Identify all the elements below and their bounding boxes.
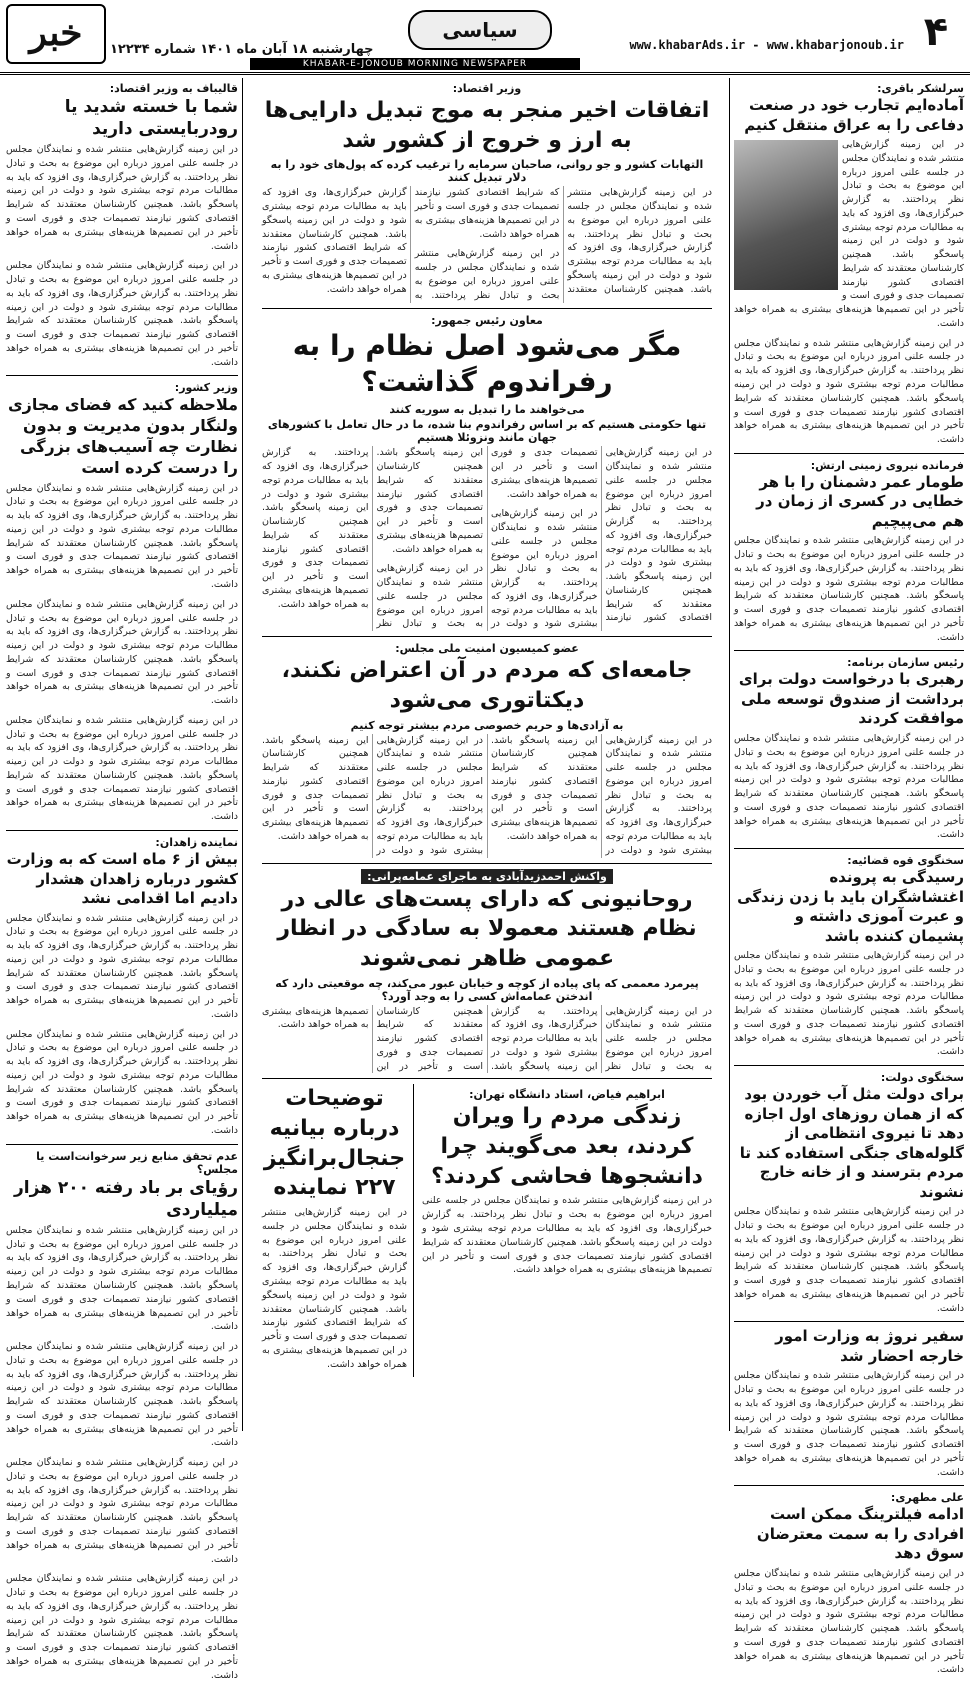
headline: جامعه‌ای که مردم در آن اعتراض نکنند، دیکتاتوری می‌شود [281, 658, 693, 713]
headline: مگر می‌شود اصل نظام را به رفراندوم گذاشت؟ [292, 328, 682, 398]
article-body: در این زمینه گزارش‌هایی منتشر شده و نمایندگان مجلس در جلسه علنی امروز درباره این موضوع به بحث و تبادل نظر پرداختند. به گزارش خبرگزاری‌ها، وی افزود که باید به مطالبات مردم توجه بیشتری شود و دولت در این زمینه پاسخگو باشد. همچنین کارشناسان معتقدند که شرایط اقتصادی کشور نیازمند تصمیمات جدی و فوری است و تأخیر در این تصمیم‌ها هزینه‌های بیشتری به همراه خواهد داشت. [6, 714, 238, 823]
article-body: در این زمینه گزارش‌هایی منتشر شده و نمایندگان مجلس در جلسه علنی امروز درباره این موضوع به بحث و تبادل نظر پرداختند. به گزارش خبرگزاری‌ها، وی افزود که باید به مطالبات مردم توجه بیشتری شود و دولت در این زمینه پاسخگو باشد. همچنین کارشناسان معتقدند که شرایط اقتصادی کشور نیازمند تصمیمات جدی و فوری است و تأخیر در این تصمیم‌ها هزینه‌های بیشتری به همراه خواهد داشت. [734, 1206, 964, 1314]
left-column [6, 78, 243, 1681]
article-body: در این زمینه گزارش‌هایی منتشر شده و نمایندگان مجلس در جلسه علنی امروز درباره این موضوع به بحث و تبادل نظر پرداختند. به گزارش خبرگزاری‌ها، وی افزود که باید به مطالبات مردم توجه بیشتری شود و دولت در این زمینه پاسخگو باشد. همچنین کارشناسان معتقدند که شرایط اقتصادی کشور نیازمند تصمیمات جدی و فوری است و تأخیر در این تصمیم‌ها هزینه‌های بیشتری به همراه خواهد داشت. [734, 1370, 964, 1478]
kicker: وزیر اقتصاد: [452, 82, 522, 95]
banner: KHABAR-E-JONOUB MORNING NEWSPAPER [250, 58, 580, 70]
article-body: در این زمینه گزارش‌هایی منتشر شده و نمایندگان مجلس در جلسه علنی امروز درباره این موضوع به بحث و تبادل نظر پرداختند. به گزارش خبرگزاری‌ها، وی افزود که باید به مطالبات مردم توجه بیشتری شود و دولت در این زمینه پاسخگو باشد. همچنین کارشناسان معتقدند که شرایط اقتصادی کشور نیازمند تصمیمات جدی و فوری است و تأخیر در این تصمیم‌ها هزینه‌های بیشتری به همراه خواهد داشت. [734, 950, 964, 1058]
kicker: علی مطهری: [890, 1491, 964, 1505]
kicker: واکنش احمدزیدآبادی به ماجرای عمامه‌پرانی: [361, 869, 613, 884]
right-column [729, 78, 964, 1676]
kicker: سخنگوی قوه قضائیه: [847, 854, 964, 868]
article-body: در این زمینه گزارش‌هایی منتشر شده و نمایندگان مجلس در جلسه علنی امروز درباره این موضوع به بحث و تبادل نظر پرداختند. به گزارش خبرگزاری‌ها، وی افزود که باید به مطالبات مردم توجه بیشتری شود و دولت در این زمینه پاسخگو باشد. همچنین کارشناسان معتقدند که شرایط اقتصادی کشور نیازمند تصمیمات جدی و فوری است و تأخیر در این تصمیم‌ها هزینه‌های بیشتری به همراه خواهد داشت. [734, 535, 964, 643]
headline: برای دولت مثل آب خوردن بود که از همان روزهای اول اجازه دهد تا نیروی انتظامی از گلوله‌های جنگی استفاده کند تا مردم بترسند و از خانه خارج نشوند [739, 1085, 964, 1201]
article-body: در این زمینه گزارش‌هایی منتشر شده و نمایندگان مجلس در جلسه علنی امروز درباره این موضوع به بحث و تبادل نظر پرداختند. به گزارش خبرگزاری‌ها، وی افزود که باید به مطالبات مردم توجه بیشتری شود و دولت در این زمینه پاسخگو باشد. همچنین کارشناسان معتقدند که شرایط اقتصادی کشور نیازمند تصمیمات جدی و فوری است و تأخیر در این تصمیم‌ها هزینه‌های بیشتری به همراه خواهد داشت. [262, 187, 560, 301]
article-columns [262, 186, 712, 302]
article-body: در این زمینه گزارش‌هایی منتشر شده و نمایندگان مجلس در جلسه علنی امروز درباره این موضوع به بحث و تبادل نظر پرداختند. به گزارش خبرگزاری‌ها، وی افزود که باید به مطالبات مردم توجه بیشتری شود و دولت در این زمینه پاسخگو باشد. همچنین کارشناسان معتقدند که شرایط اقتصادی کشور نیازمند تصمیمات جدی و فوری است و تأخیر در این تصمیم‌ها هزینه‌های بیشتری به همراه خواهد داشت. [6, 482, 238, 590]
article-body: در این زمینه گزارش‌هایی منتشر شده و نمایندگان مجلس در جلسه علنی امروز درباره این موضوع به بحث و تبادل نظر پرداختند. به گزارش خبرگزاری‌ها، وی افزود که باید به مطالبات مردم توجه بیشتری شود و دولت در این زمینه پاسخگو باشد. همچنین کارشناسان معتقدند که شرایط اقتصادی کشور نیازمند تصمیمات جدی و فوری است و تأخیر در این تصمیم‌ها هزینه‌های بیشتری به همراه خواهد داشت. [376, 447, 598, 630]
article-body: در این زمینه گزارش‌هایی منتشر شده و نمایندگان مجلس در جلسه علنی امروز درباره این موضوع به بحث و تبادل نظر پرداختند. به گزارش خبرگزاری‌ها، وی افزود که باید به مطالبات مردم توجه بیشتری شود و دولت در این زمینه پاسخگو باشد. همچنین کارشناسان معتقدند که شرایط اقتصادی کشور نیازمند تصمیمات جدی و فوری است و تأخیر در این تصمیم‌ها هزینه‌های بیشتری به همراه خواهد داشت. [6, 1573, 238, 1681]
kicker: قالیباف به وزیر اقتصاد: [109, 82, 238, 95]
article-body: در این زمینه گزارش‌هایی منتشر شده و نمایندگان مجلس در جلسه علنی امروز درباره این موضوع به بحث و تبادل نظر پرداختند. به گزارش خبرگزاری‌ها، وی افزود که باید به مطالبات مردم توجه بیشتری شود و دولت در این زمینه پاسخگو باشد. همچنین کارشناسان معتقدند که شرایط اقتصادی کشور نیازمند تصمیمات جدی و فوری است و تأخیر در این تصمیم‌ها هزینه‌های بیشتری به همراه خواهد داشت. [491, 447, 712, 624]
dateline: چهارشنبه ۱۸ آبان ماه ۱۴۰۱ شماره ۱۲۲۳۴ [110, 42, 374, 57]
kicker: عدم تحقق منابع زیر سرخوانت‌است یا مجلس؟ [36, 1149, 238, 1176]
headline: ملاحظه کنید که فضای مجازی ولنگار بدون مدیریت و بدون نظارت چه آسیب‌های بزرگی را درست کرده است [7, 395, 238, 477]
subheadline: تنها حکومتی هستیم که بر اساس رفراندوم بنا شده، ما در حال تعامل با کشورهای جهان مانند ونزوئلا هستیم [267, 418, 707, 445]
article-body: در این زمینه گزارش‌هایی منتشر شده و نمایندگان مجلس در جلسه علنی امروز درباره این موضوع به بحث و تبادل نظر پرداختند. به گزارش خبرگزاری‌ها، وی افزود که باید به مطالبات مردم توجه بیشتری شود و دولت در این زمینه پاسخگو باشد. همچنین کارشناسان معتقدند که شرایط اقتصادی کشور نیازمند تصمیمات جدی و فوری است و تأخیر در این تصمیم‌ها هزینه‌های بیشتری به همراه خواهد داشت. [491, 734, 712, 856]
headline: طومار عمر دشمنان را با هر خطایی در کسری از زمان در هم می‌پیچیم [756, 472, 964, 530]
headline: سفیر نروژ به وزارت امور خارجه احضار شد [775, 1327, 964, 1365]
headline: شما با خسته شدید یا رودربایستی دارید [64, 97, 238, 140]
article-body: در این زمینه گزارش‌هایی منتشر شده و نمایندگان مجلس در جلسه علنی امروز درباره این موضوع به بحث و تبادل نظر پرداختند. به گزارش خبرگزاری‌ها، وی افزود که باید به مطالبات مردم توجه بیشتری شود و دولت در این زمینه پاسخگو باشد. همچنین کارشناسان معتقدند که شرایط اقتصادی کشور نیازمند تصمیمات جدی و فوری است و تأخیر در این تصمیم‌ها هزینه‌های بیشتری به همراه خواهد داشت. [734, 337, 964, 446]
newspaper-logo: خبر [6, 4, 106, 64]
headline: ادامه فیلترینگ ممکن است افرادی را به سمت معترضان سوق دهد [756, 1505, 964, 1563]
article-columns [262, 734, 712, 858]
kicker: معاون رئیس جمهور: [431, 313, 543, 327]
article-body: در این زمینه گزارش‌هایی منتشر شده و نمایندگان مجلس در جلسه علنی امروز درباره این موضوع به بحث و تبادل نظر پرداختند. به گزارش خبرگزاری‌ها، وی افزود که باید به مطالبات مردم توجه بیشتری شود و دولت در این زمینه پاسخگو باشد. همچنین کارشناسان معتقدند که شرایط اقتصادی کشور نیازمند تصمیمات جدی و فوری است و تأخیر در این تصمیم‌ها هزینه‌های بیشتری به همراه خواهد داشت. [6, 260, 238, 368]
portrait-photo [734, 140, 838, 290]
subheadline: التهابات کشور و جو روانی، صاحبان سرمایه را ترغیب کرده که پول‌های خود را به دلار تبدیل کنند [270, 158, 704, 185]
article-body: در این زمینه گزارش‌هایی منتشر شده و نمایندگان مجلس در جلسه علنی امروز درباره این موضوع به بحث و تبادل نظر پرداختند. به گزارش خبرگزاری‌ها، وی افزود که باید به مطالبات مردم توجه بیشتری شود و دولت در این زمینه پاسخگو باشد. همچنین کارشناسان معتقدند که شرایط اقتصادی کشور نیازمند تصمیمات جدی و فوری است و تأخیر در این تصمیم‌ها هزینه‌های بیشتری به همراه خواهد داشت. [734, 732, 964, 841]
page-number: ۴ [923, 9, 949, 55]
article-body: در این زمینه گزارش‌هایی منتشر شده و نمایندگان مجلس در جلسه علنی امروز درباره این موضوع به بحث و تبادل نظر پرداختند. به گزارش خبرگزاری‌ها، وی افزود که باید به مطالبات مردم توجه بیشتری شود و دولت در این زمینه پاسخگو باشد. همچنین کارشناسان معتقدند که شرایط اقتصادی کشور نیازمند تصمیمات جدی و فوری است و تأخیر در این تصمیم‌ها هزینه‌های بیشتری به همراه خواهد داشت. [734, 139, 964, 329]
headline: توضیحات درباره بیانیه جنجال‌برانگیز ۲۲۷ نماینده [263, 1086, 406, 1201]
kicker: وزیر کشور: [174, 381, 238, 395]
kicker: نماینده زاهدان: [155, 836, 238, 849]
headline: اتفاقات اخیر منجر به موج تبدیل دارایی‌ها به ارز و خروج از کشور شد [264, 98, 710, 153]
headline: روحانیونی که دارای پست‌های عالی در نظام هستند معمولا به سادگی در انظار عمومی ظاهر نمی‌شوند [277, 886, 697, 971]
article-columns [262, 1005, 712, 1074]
headline: آماده‌ایم تجارب خود در صنعت دفاعی را به عراق منتقل کنیم [744, 96, 964, 134]
masthead [0, 0, 970, 75]
kicker: ابراهیم فیاض، استاد دانشگاه تهران: [469, 1088, 665, 1102]
article-body: در این زمینه گزارش‌هایی منتشر شده و نمایندگان مجلس در جلسه علنی امروز درباره این موضوع به بحث و تبادل نظر پرداختند. به گزارش خبرگزاری‌ها، وی افزود که باید به مطالبات مردم توجه بیشتری شود و دولت در این زمینه پاسخگو باشد. همچنین کارشناسان معتقدند که شرایط اقتصادی کشور نیازمند تصمیمات جدی و فوری است و تأخیر در این تصمیم‌ها هزینه‌های بیشتری به همراه خواهد داشت. [6, 1341, 238, 1449]
article-body: در این زمینه گزارش‌هایی منتشر شده و نمایندگان مجلس در جلسه علنی امروز درباره این موضوع به بحث و تبادل نظر پرداختند. به گزارش خبرگزاری‌ها، وی افزود که باید به مطالبات مردم توجه بیشتری شود و دولت در این زمینه پاسخگو باشد. همچنین کارشناسان معتقدند که شرایط اقتصادی کشور نیازمند تصمیمات جدی و فوری است و تأخیر در این تصمیم‌ها هزینه‌های بیشتری به همراه خواهد داشت. [734, 1567, 964, 1676]
section-label: سیاسی [408, 10, 552, 50]
kicker: فرمانده نیروی زمینی ارتش: [810, 458, 964, 472]
website-links[interactable]: www.khabarAds.ir - www.khabarjonoub.ir [629, 38, 904, 52]
article-body: در این زمینه گزارش‌هایی منتشر شده و نمایندگان مجلس در جلسه علنی امروز درباره این موضوع به بحث و تبادل نظر پرداختند. به گزارش خبرگزاری‌ها، وی افزود که باید به مطالبات مردم توجه بیشتری شود و دولت در این زمینه پاسخگو باشد. همچنین کارشناسان معتقدند که شرایط اقتصادی کشور نیازمند تصمیمات جدی و فوری است و تأخیر در این تصمیم‌ها هزینه‌های بیشتری به همراه خواهد داشت. [6, 1457, 238, 1565]
article-body: در این زمینه گزارش‌هایی منتشر شده و نمایندگان مجلس در جلسه علنی امروز درباره این موضوع به بحث و تبادل نظر پرداختند. به گزارش خبرگزاری‌ها، وی افزود که باید به مطالبات مردم توجه بیشتری شود و دولت در این زمینه پاسخگو باشد. همچنین کارشناسان معتقدند که شرایط اقتصادی کشور نیازمند تصمیمات جدی و فوری است و تأخیر در این تصمیم‌ها هزینه‌های بیشتری به همراه خواهد داشت. [262, 447, 483, 630]
article-body: در این زمینه گزارش‌هایی منتشر شده و نمایندگان مجلس در جلسه علنی امروز درباره این موضوع به بحث و تبادل نظر پرداختند. به گزارش خبرگزاری‌ها، وی افزود که باید به مطالبات مردم توجه بیشتری شود و دولت در این زمینه پاسخگو باشد. همچنین کارشناسان معتقدند که شرایط اقتصادی کشور نیازمند تصمیمات جدی و فوری است و تأخیر در این تصمیم‌ها هزینه‌های بیشتری به همراه خواهد داشت. [262, 734, 483, 856]
article-body: در این زمینه گزارش‌هایی منتشر شده و نمایندگان مجلس در جلسه علنی امروز درباره این موضوع به بحث و تبادل نظر پرداختند. به گزارش خبرگزاری‌ها، وی افزود که باید به مطالبات مردم توجه بیشتری شود و دولت در این زمینه پاسخگو باشد. همچنین کارشناسان معتقدند که شرایط اقتصادی کشور نیازمند تصمیمات جدی و فوری است و تأخیر در این تصمیم‌ها هزینه‌های بیشتری به همراه خواهد داشت. [262, 1005, 712, 1072]
subheadline: پیرمرد معممی که پای پیاده از کوچه و خیابان عبور می‌کند، چه موقعیتی دارد که اندختن عمامه‌اش کسی را به وجد آورد؟ [275, 976, 699, 1003]
article-body: در این زمینه گزارش‌هایی منتشر شده و نمایندگان مجلس در جلسه علنی امروز درباره این موضوع به بحث و تبادل نظر پرداختند. به گزارش خبرگزاری‌ها، وی افزود که باید به مطالبات مردم توجه بیشتری شود و دولت در این زمینه پاسخگو باشد. همچنین کارشناسان معتقدند که شرایط اقتصادی کشور نیازمند تصمیمات جدی و فوری است و تأخیر در این تصمیم‌ها هزینه‌های بیشتری به همراه خواهد داشت. [6, 1028, 238, 1136]
kicker: سرلشکر باقری: [877, 82, 964, 95]
article-body: در این زمینه گزارش‌هایی منتشر شده و نمایندگان مجلس در جلسه علنی امروز درباره این موضوع به بحث و تبادل نظر پرداختند. به گزارش خبرگزاری‌ها، وی افزود که باید به مطالبات مردم توجه بیشتری شود و دولت در این زمینه پاسخگو باشد. همچنین کارشناسان معتقدند که شرایط اقتصادی کشور نیازمند تصمیمات جدی و فوری است و تأخیر در این تصمیم‌ها هزینه‌های بیشتری به همراه خواهد داشت. [6, 598, 238, 707]
subheadline: می‌خواهند ما را تبدیل به سوریه کنند [389, 403, 585, 417]
article-columns [262, 446, 712, 631]
middle-column [262, 78, 712, 1431]
article-body: در این زمینه گزارش‌هایی منتشر شده و نمایندگان مجلس در جلسه علنی امروز درباره این موضوع به بحث و تبادل نظر پرداختند. به گزارش خبرگزاری‌ها، وی افزود که باید به مطالبات مردم توجه بیشتری شود و دولت در این زمینه پاسخگو باشد. همچنین کارشناسان معتقدند که شرایط اقتصادی کشور نیازمند تصمیمات جدی و فوری است و تأخیر در این تصمیم‌ها هزینه‌های بیشتری به همراه خواهد داشت. [422, 1195, 712, 1276]
article-body: در این زمینه گزارش‌هایی منتشر شده و نمایندگان مجلس در جلسه علنی امروز درباره این موضوع به بحث و تبادل نظر پرداختند. به گزارش خبرگزاری‌ها، وی افزود که باید به مطالبات مردم توجه بیشتری شود و دولت در این زمینه پاسخگو باشد. همچنین کارشناسان معتقدند که شرایط اقتصادی کشور نیازمند تصمیمات جدی و فوری است و تأخیر در این تصمیم‌ها هزینه‌های بیشتری به همراه خواهد داشت. [262, 1207, 407, 1370]
headline: رسیدگی به پرونده اغتشاشگران باید با زدن زندگی و عبرت آموزی داشته و پشیمان کننده باشد [737, 868, 964, 945]
headline: رؤیای بر باد رفته ۲۰۰ هزار میلیاردی [13, 1177, 238, 1220]
article-body: در این زمینه گزارش‌هایی منتشر شده و نمایندگان مجلس در جلسه علنی امروز درباره این موضوع به بحث و تبادل نظر پرداختند. به گزارش خبرگزاری‌ها، وی افزود که باید به مطالبات مردم توجه بیشتری شود و دولت در این زمینه پاسخگو باشد. همچنین کارشناسان معتقدند که شرایط اقتصادی کشور نیازمند تصمیمات جدی و فوری است و تأخیر در این تصمیم‌ها هزینه‌های بیشتری به همراه خواهد داشت. [6, 144, 238, 252]
kicker: رئیس سازمان برنامه: [847, 656, 964, 670]
article-body: در این زمینه گزارش‌هایی منتشر شده و نمایندگان مجلس در جلسه علنی امروز درباره این موضوع به بحث و تبادل نظر پرداختند. به گزارش خبرگزاری‌ها، وی افزود که باید به مطالبات مردم توجه بیشتری شود و دولت در این زمینه پاسخگو باشد. همچنین کارشناسان معتقدند که شرایط اقتصادی کشور نیازمند تصمیمات جدی و فوری است و تأخیر در این تصمیم‌ها هزینه‌های بیشتری به همراه خواهد داشت. [6, 912, 238, 1020]
kicker: عضو کمیسیون امنیت ملی مجلس: [395, 642, 579, 656]
kicker: سخنگوی دولت: [880, 1071, 964, 1085]
article-body: در این زمینه گزارش‌هایی منتشر شده و نمایندگان مجلس در جلسه علنی امروز درباره این موضوع به بحث و تبادل نظر پرداختند. به گزارش خبرگزاری‌ها، وی افزود که باید به مطالبات مردم توجه بیشتری شود و دولت در این زمینه پاسخگو باشد. همچنین کارشناسان معتقدند که شرایط اقتصادی کشور نیازمند تصمیمات جدی و فوری است و تأخیر در این تصمیم‌ها هزینه‌های بیشتری به همراه خواهد داشت. [6, 1224, 238, 1333]
headline: زندگی مردم را ویران کردند، بعد می‌گویند چرا دانشجوها فحاشی کردند؟ [431, 1104, 703, 1189]
article-body: در این زمینه گزارش‌هایی منتشر شده و نمایندگان مجلس در جلسه علنی امروز درباره این موضوع به بحث و تبادل نظر پرداختند. به گزارش خبرگزاری‌ها، وی افزود که باید به مطالبات مردم توجه بیشتری شود و دولت در این زمینه پاسخگو باشد. همچنین کارشناسان معتقدند که شرایط اقتصادی کشور نیازمند تصمیمات جدی و فوری است و تأخیر در این تصمیم‌ها هزینه‌های بیشتری به همراه خواهد داشت. [414, 187, 712, 295]
headline: رهبری با درخواست دولت برای برداشت از صندوق توسعه ملی موافقت کردند [738, 670, 964, 728]
headline: بیش از ۶ ماه است که به وزارت کشور درباره زاهدان هشدار دادیم اما اقدامی نشد [6, 850, 238, 907]
subheadline: به آزادی‌ها و حریم خصوصی مردم بیشتر توجه کنیم [350, 718, 624, 732]
